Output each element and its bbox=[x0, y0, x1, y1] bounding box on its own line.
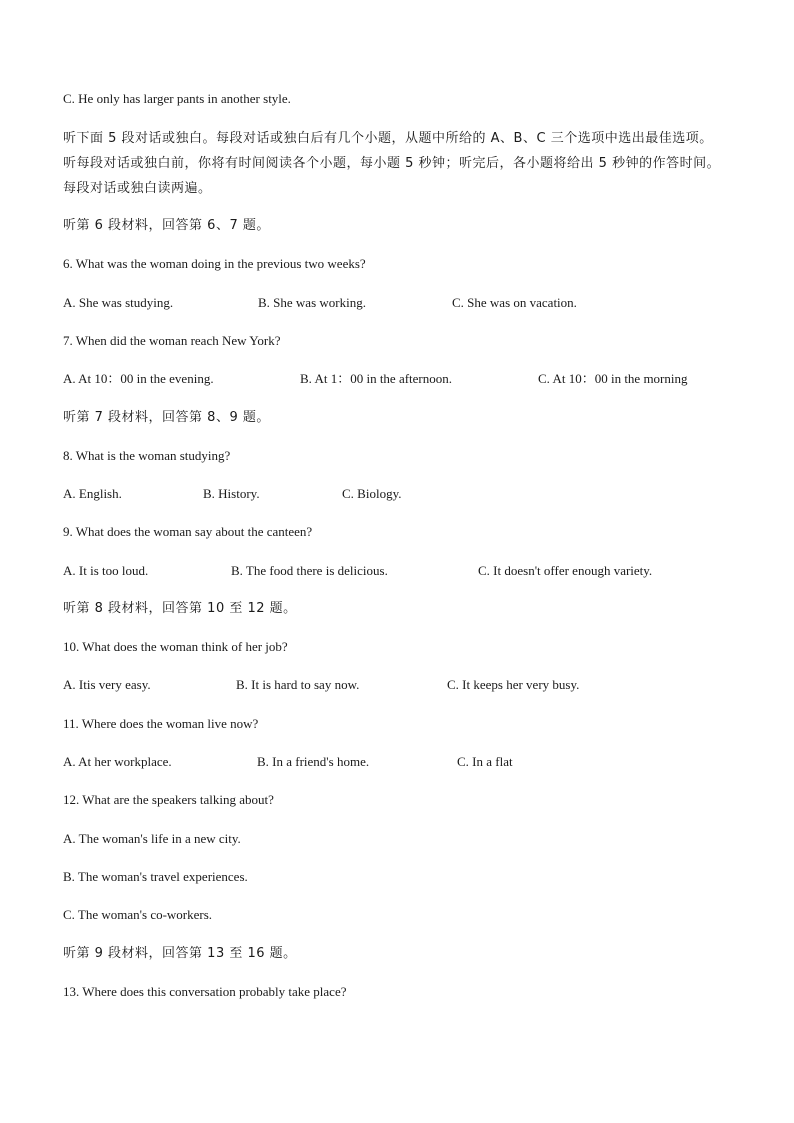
q6-option-c: C. She was on vacation. bbox=[452, 295, 577, 310]
q6-option-b: B. She was working. bbox=[258, 295, 366, 310]
q10-option-a: A. Itis very easy. bbox=[63, 677, 151, 692]
question-11: 11. Where does the woman live now? bbox=[63, 716, 259, 731]
q11-option-a: A. At her workplace. bbox=[63, 754, 172, 769]
q7-option-a: A. At 10：00 in the evening. bbox=[63, 371, 214, 386]
q11-option-c: C. In a flat bbox=[457, 754, 513, 769]
question-10: 10. What does the woman think of her job? bbox=[63, 639, 288, 654]
q10-option-c: C. It keeps her very busy. bbox=[447, 677, 580, 692]
instructions-line-1: 听下面 5 段对话或独白。每段对话或独白后有几个小题，从题中所给的 A、B、C 三个选项中选出最佳选项。 bbox=[63, 131, 713, 146]
q8-option-b: B. History. bbox=[203, 486, 260, 501]
question-12: 12. What are the speakers talking about? bbox=[63, 792, 274, 807]
instructions-line-3: 每段对话或独白读两遍。 bbox=[63, 181, 212, 196]
section-9-heading: 听第 9 段材料，回答第 13 至 16 题。 bbox=[63, 946, 297, 961]
q11-option-b: B. In a friend's home. bbox=[257, 754, 370, 769]
q12-option-b: B. The woman's travel experiences. bbox=[63, 869, 248, 884]
q9-option-c: C. It doesn't offer enough variety. bbox=[478, 563, 653, 578]
section-7-heading: 听第 7 段材料，回答第 8、9 题。 bbox=[63, 410, 270, 425]
q7-option-c: C. At 10：00 in the morning bbox=[538, 371, 688, 386]
q9-option-b: B. The food there is delicious. bbox=[231, 563, 388, 578]
q10-option-b: B. It is hard to say now. bbox=[236, 677, 360, 692]
q8-option-c: C. Biology. bbox=[342, 486, 402, 501]
question-13: 13. Where does this conversation probably take place? bbox=[63, 984, 347, 999]
q6-option-a: A. She was studying. bbox=[63, 295, 174, 310]
q12-option-a: A. The woman's life in a new city. bbox=[63, 831, 241, 846]
previous-option-c: C. He only has larger pants in another style. bbox=[63, 91, 291, 106]
instructions-line-2: 听每段对话或独白前，你将有时间阅读各个小题，每小题 5 秒钟；听完后，各小题将给出 5 秒钟的作答时间。 bbox=[63, 156, 721, 171]
q8-option-a: A. English. bbox=[63, 486, 122, 501]
q9-option-a: A. It is too loud. bbox=[63, 563, 149, 578]
question-6: 6. What was the woman doing in the previous two weeks? bbox=[63, 256, 366, 271]
question-9: 9. What does the woman say about the canteen? bbox=[63, 524, 313, 539]
question-7: 7. When did the woman reach New York? bbox=[63, 333, 281, 348]
q12-option-c: C. The woman's co-workers. bbox=[63, 907, 213, 922]
q7-option-b: B. At 1：00 in the afternoon. bbox=[300, 371, 453, 386]
section-8-heading: 听第 8 段材料，回答第 10 至 12 题。 bbox=[63, 601, 297, 616]
question-8: 8. What is the woman studying? bbox=[63, 448, 231, 463]
section-6-heading: 听第 6 段材料，回答第 6、7 题。 bbox=[63, 218, 270, 233]
